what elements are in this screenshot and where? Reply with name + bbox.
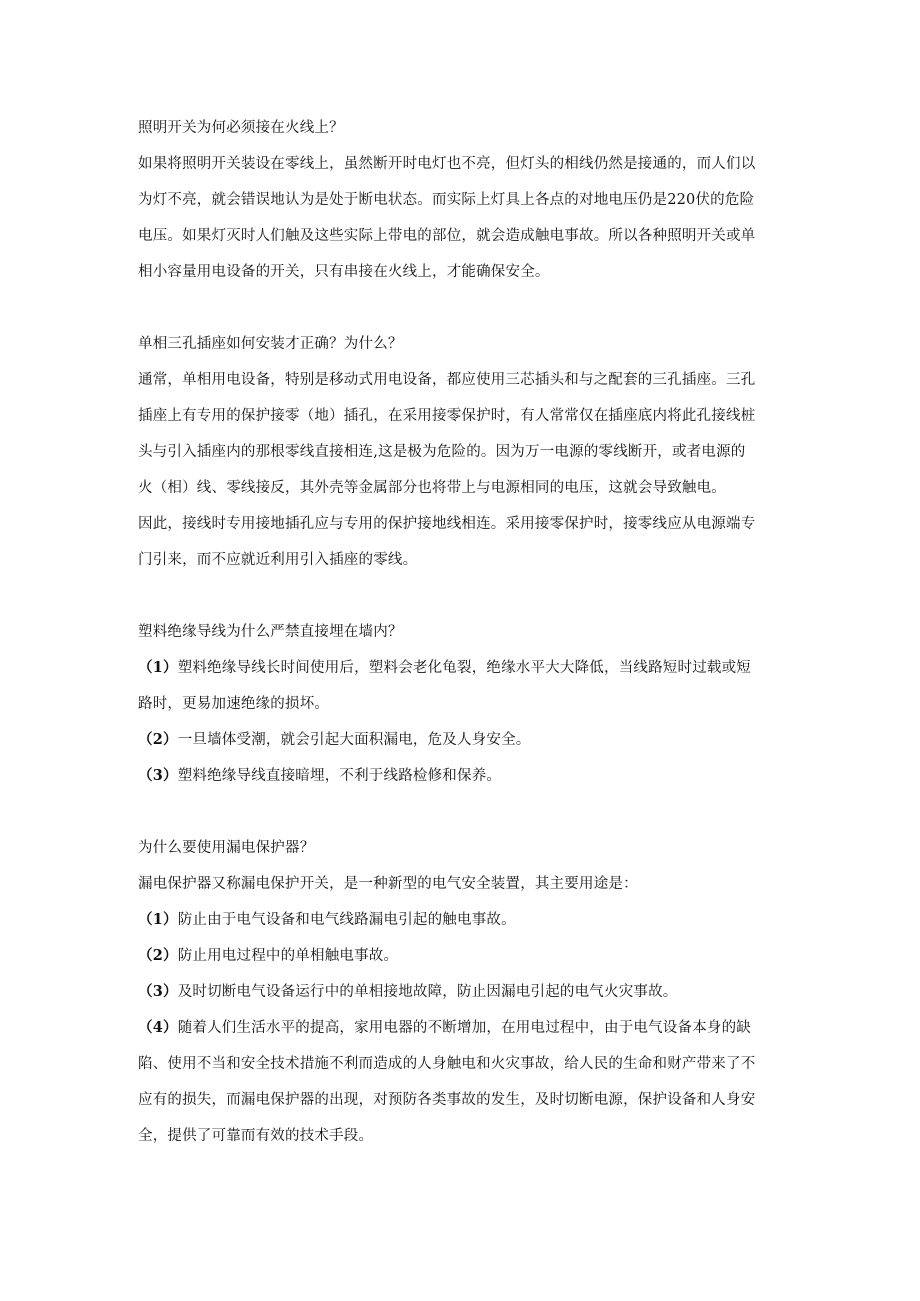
item-text: 及时切断电气设备运行中的单相接地故障，防止因漏电引起的电气火灾事故。 — [177, 984, 678, 1000]
text-line: 通常，单相用电设备，特别是移动式用电设备，都应使用三芯插头和与之配套的三孔插座。三孔 — [138, 372, 756, 388]
item-text: 随着人们生活水平的提高，家用电器的不断增加，在用电过程中，由于电气设备本身的缺 — [177, 1020, 751, 1036]
text-line: 相小容量用电设备的开关，只有串接在火线上，才能确保安全。 — [138, 264, 550, 280]
document-page — [138, 110, 788, 1154]
list-item — [138, 758, 788, 794]
item-number: （3） — [138, 983, 178, 1000]
item-number: （1） — [138, 911, 178, 928]
list-item — [138, 938, 788, 974]
text-line: 头与引入插座内的那根零线直接相连,这是极为危险的。因为万一电源的零线断开，或者电源的 — [138, 444, 746, 460]
list-item — [138, 650, 788, 686]
text-line: 应有的损失，而漏电保护器的出现，对预防各类事故的发生，及时切断电源，保护设备和人身安 — [138, 1092, 756, 1108]
text-line: 全，提供了可靠而有效的技术手段。 — [138, 1128, 374, 1144]
section-plastic-wire-in-wall — [138, 614, 788, 794]
item-text: 防止由于电气设备和电气线路漏电引起的触电事故。 — [177, 912, 516, 928]
text-line: 路时，更易加速绝缘的损坏。 — [138, 696, 330, 712]
item-number: （1） — [138, 659, 178, 676]
list-item — [138, 1010, 788, 1046]
list-item — [138, 902, 788, 938]
question-title: 塑料绝缘导线为什么严禁直接埋在墙内？ — [138, 624, 403, 640]
text-line: 插座上有专用的保护接零（地）插孔，在采用接零保护时，有人常常仅在插座底内将此孔接线桩 — [138, 408, 756, 424]
text-line: 为灯不亮，就会错误地认为是处于断电状态。而实际上灯具上各点的对地电压仍是220伏的危险 — [138, 192, 755, 208]
question-title: 照明开关为何必须接在火线上？ — [138, 120, 344, 136]
text-line: 因此，接线时专用接地插孔应与专用的保护接地线相连。采用接零保护时，接零线应从电源端专 — [138, 516, 756, 532]
text-line: 门引来，而不应就近利用引入插座的零线。 — [138, 552, 418, 568]
question-title: 单相三孔插座如何安装才正确？为什么？ — [138, 336, 403, 352]
text-line: 电压。如果灯灭时人们触及这些实际上带电的部位，就会造成触电事故。所以各种照明开关或单 — [138, 228, 756, 244]
item-number: （4） — [138, 1019, 178, 1036]
item-number: （2） — [138, 731, 178, 748]
item-text: 塑料绝缘导线直接暗埋，不利于线路检修和保养。 — [177, 768, 502, 784]
section-leakage-protector — [138, 830, 788, 1154]
item-number: （3） — [138, 767, 178, 784]
text-line: 陷、使用不当和安全技术措施不利而造成的人身触电和火灾事故，给人民的生命和财产带来了不 — [138, 1056, 756, 1072]
section-three-hole-socket — [138, 326, 788, 578]
section-switch-on-live-wire — [138, 110, 788, 290]
item-text: 一旦墙体受潮，就会引起大面积漏电，危及人身安全。 — [177, 732, 531, 748]
text-line: 如果将照明开关装设在零线上，虽然断开时电灯也不亮，但灯头的相线仍然是接通的，而人们以 — [138, 156, 756, 172]
item-text: 防止用电过程中的单相触电事故。 — [177, 948, 399, 964]
item-text: 塑料绝缘导线长时间使用后，塑料会老化龟裂，绝缘水平大大降低，当线路短时过载或短 — [177, 660, 751, 676]
list-item — [138, 974, 788, 1010]
question-title: 为什么要使用漏电保护器？ — [138, 840, 315, 856]
item-number: （2） — [138, 947, 178, 964]
text-line: 火（相）线、零线接反，其外壳等金属部分也将带上与电源相同的电压，这就会导致触电。 — [138, 480, 726, 496]
list-item — [138, 722, 788, 758]
text-line: 漏电保护器又称漏电保护开关，是一种新型的电气安全装置，其主要用途是： — [138, 876, 638, 892]
